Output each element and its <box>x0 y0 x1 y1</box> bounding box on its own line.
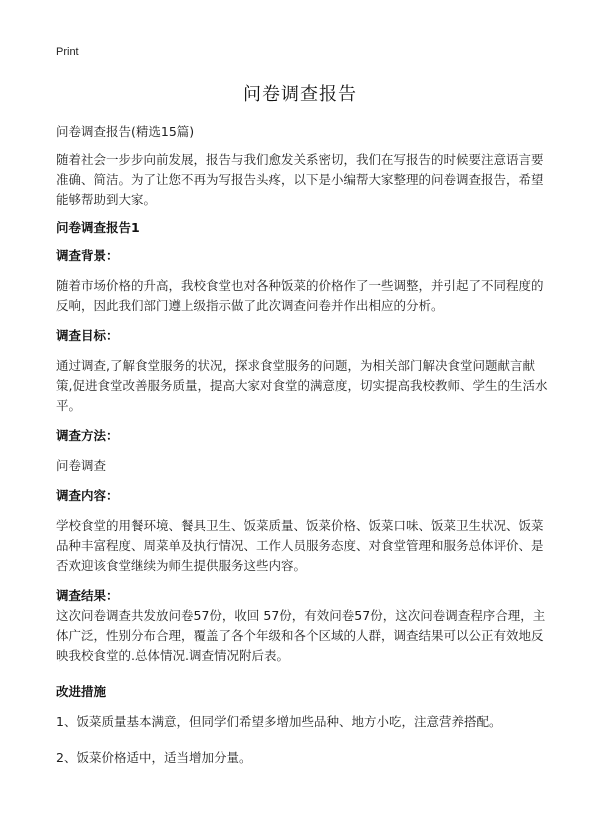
method-paragraph: 问卷调查 <box>56 458 107 473</box>
improve-item-1: 1、饭菜质量基本满意，但同学们希望多增加些品种、地方小吃，注意营养搭配。 <box>56 714 502 729</box>
page-title: 问卷调查报告 <box>243 84 357 105</box>
print-link[interactable]: Print <box>56 46 79 58</box>
section-title: 问卷调查报告1 <box>56 220 140 235</box>
improve-item-2: 2、饭菜价格适中，适当增加分量。 <box>56 750 252 765</box>
goal-heading: 调查目标： <box>56 328 119 343</box>
content-heading: 调查内容： <box>56 488 119 503</box>
document-subtitle: 问卷调查报告(精选15篇) <box>56 124 195 139</box>
method-heading: 调查方法： <box>56 428 119 443</box>
intro-paragraph: 随着社会一步步向前发展，报告与我们愈发关系密切，我们在写报告的时候要注意语言要准确、简洁。为了让您不再为写报告头疼，以下是小编帮大家整理的问卷调查报告，希望能够帮助到大家。 <box>56 152 544 207</box>
goal-paragraph: 通过调查,了解食堂服务的状况，探求食堂服务的问题，为相关部门解决食堂问题献言献策,促进食堂改善服务质量，提高大家对食堂的满意度，切实提高我校教师、学生的生活水平。 <box>56 358 548 413</box>
background-paragraph: 随着市场价格的升高，我校食堂也对各种饭菜的价格作了一些调整，并引起了不同程度的反响，因此我们部门遵上级指示做了此次调查问卷并作出相应的分析。 <box>56 278 544 313</box>
improve-heading: 改进措施 <box>56 684 107 699</box>
content-paragraph: 学校食堂的用餐环境、餐具卫生、饭菜质量、饭菜价格、饭菜口味、饭菜卫生状况、饭菜品种丰富程度、周菜单及执行情况、工作人员服务态度、对食堂管理和服务总体评价、是否欢迎该食堂继续为师生提供服务这些内容。 <box>56 518 544 573</box>
result-paragraph: 这次问卷调查共发放问卷57份，收回 57份，有效问卷57份，这次问卷调查程序合理，主体广泛，性别分布合理，覆盖了各个年级和各个区域的人群，调查结果可以公正有效地反映我校食堂的.总体情况.调查情况附后表。 <box>56 608 546 663</box>
background-heading: 调查背景： <box>56 248 119 263</box>
result-heading: 调查结果： <box>56 588 119 603</box>
